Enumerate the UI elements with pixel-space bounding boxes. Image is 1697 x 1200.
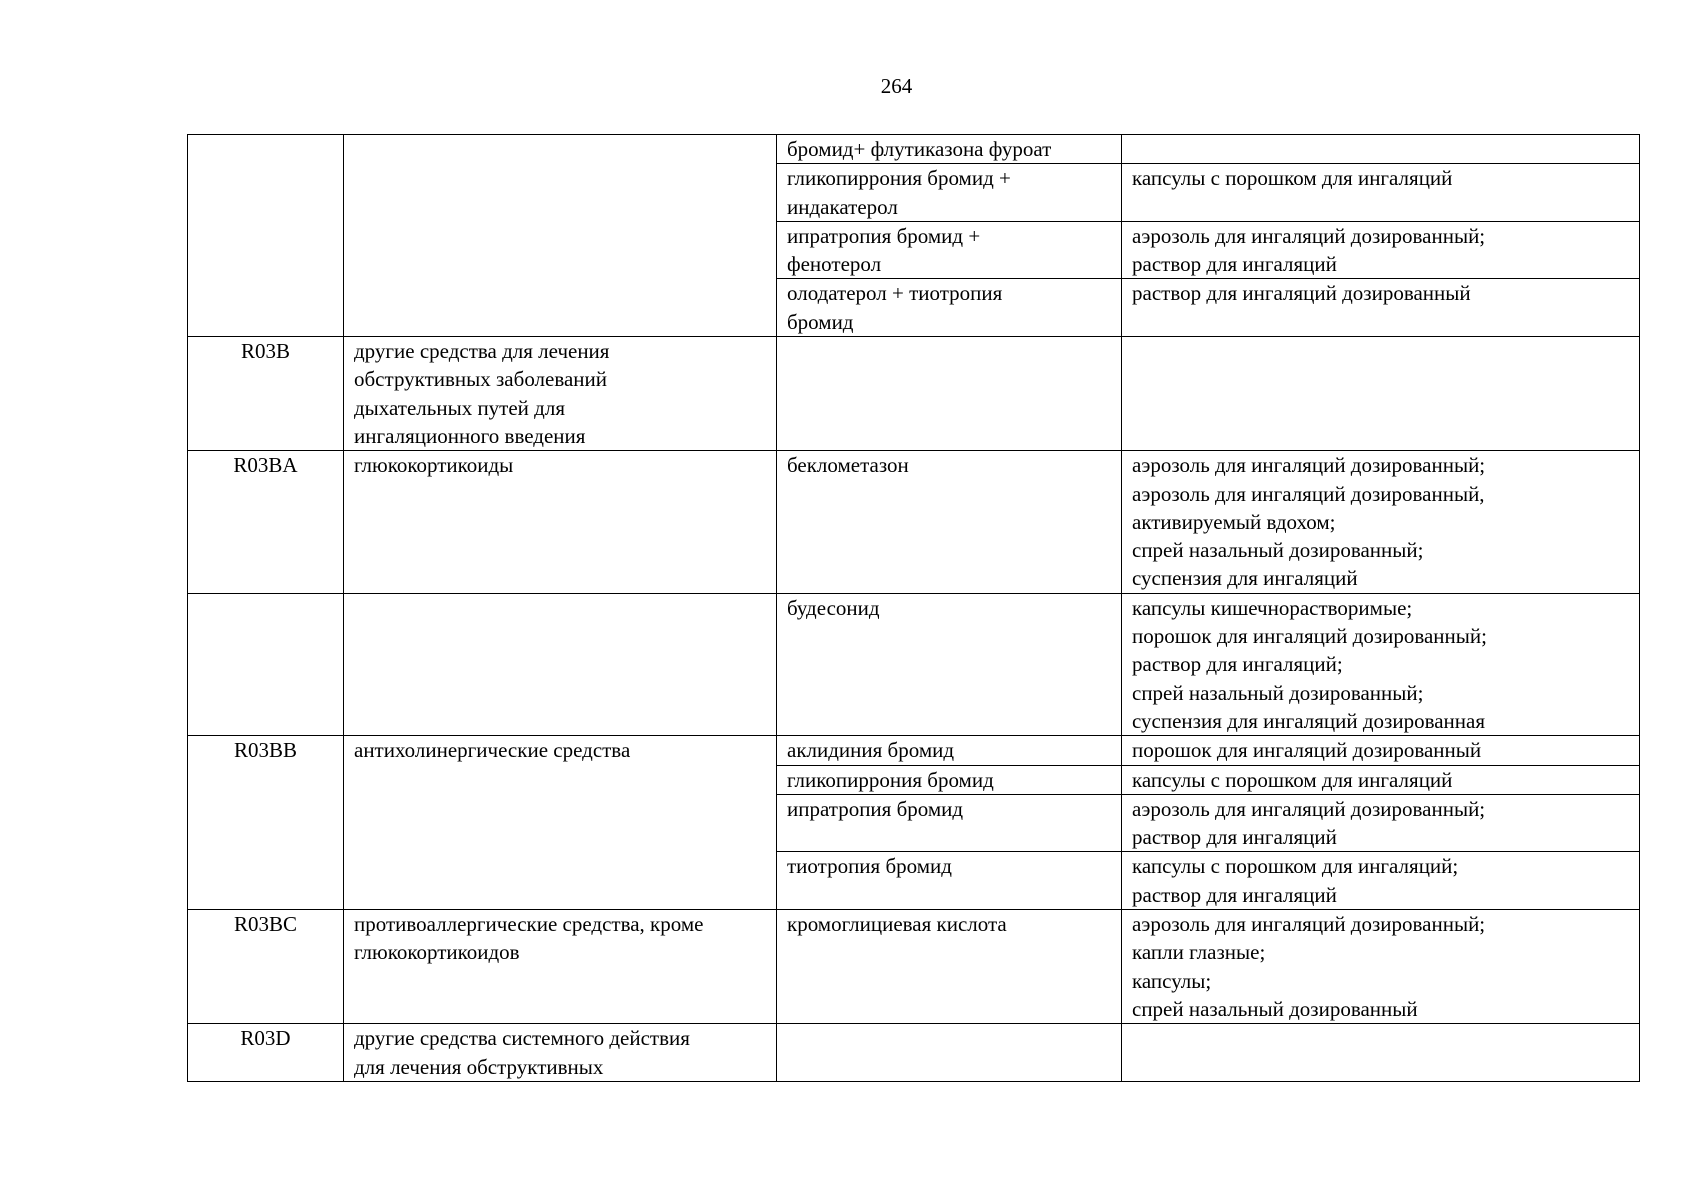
form-cell: капсулы с порошком для ингаляций — [1122, 164, 1640, 222]
drug-cell: тиотропия бромид — [777, 852, 1122, 910]
page-number: 264 — [880, 74, 913, 98]
drug-cell: бромид+ флутиказона фуроат — [777, 135, 1122, 164]
atc-code-cell — [188, 593, 344, 735]
form-cell: аэрозоль для ингаляций дозированный; раствор для ингаляций — [1122, 794, 1640, 852]
group-cell: другие средства для лечения обструктивных заболеваний дыхательных путей для ингаляционного введения — [344, 337, 777, 451]
form-cell: капсулы с порошком для ингаляций; раствор для ингаляций — [1122, 852, 1640, 910]
form-cell: аэрозоль для ингаляций дозированный; аэрозоль для ингаляций дозированный, активируемый вдохом; спрей назальный дозированный; суспензия для ингаляций — [1122, 451, 1640, 593]
form-cell: капсулы кишечнорастворимые; порошок для ингаляций дозированный; раствор для ингаляций; спрей назальный дозированный; суспензия для ингаляций дозированная — [1122, 593, 1640, 735]
drug-cell: ипратропия бромид + фенотерол — [777, 221, 1122, 279]
table-row — [188, 451, 1640, 593]
form-cell: аэрозоль для ингаляций дозированный; капли глазные; капсулы; спрей назальный дозированный — [1122, 910, 1640, 1024]
drug-cell — [777, 337, 1122, 451]
form-cell: капсулы с порошком для ингаляций — [1122, 765, 1640, 794]
atc-code-cell: R03BB — [188, 736, 344, 910]
form-cell — [1122, 135, 1640, 164]
table-row — [188, 135, 1640, 164]
form-cell — [1122, 337, 1640, 451]
form-cell — [1122, 1024, 1640, 1082]
drug-cell: будесонид — [777, 593, 1122, 735]
drug-cell: олодатерол + тиотропия бромид — [777, 279, 1122, 337]
atc-code-cell: R03BC — [188, 910, 344, 1024]
atc-code-cell — [188, 135, 344, 337]
drug-cell: аклидиния бромид — [777, 736, 1122, 765]
atc-code-cell: R03B — [188, 337, 344, 451]
atc-code-cell: R03BA — [188, 451, 344, 593]
drug-cell: кромоглициевая кислота — [777, 910, 1122, 1024]
form-cell: порошок для ингаляций дозированный — [1122, 736, 1640, 765]
form-cell: раствор для ингаляций дозированный — [1122, 279, 1640, 337]
table-row — [188, 736, 1640, 765]
group-cell: антихолинергические средства — [344, 736, 777, 910]
drug-cell: беклометазон — [777, 451, 1122, 593]
drug-cell: гликопиррония бромид + индакатерол — [777, 164, 1122, 222]
form-cell: аэрозоль для ингаляций дозированный; раствор для ингаляций — [1122, 221, 1640, 279]
group-cell: противоаллергические средства, кроме глюкокортикоидов — [344, 910, 777, 1024]
group-cell — [344, 135, 777, 337]
drug-cell — [777, 1024, 1122, 1082]
atc-code-cell: R03D — [188, 1024, 344, 1082]
group-cell — [344, 593, 777, 735]
table-row — [188, 337, 1640, 451]
table-row — [188, 593, 1640, 735]
drug-table — [187, 134, 1640, 1082]
group-cell: другие средства системного действия для лечения обструктивных — [344, 1024, 777, 1082]
drug-cell: гликопиррония бромид — [777, 765, 1122, 794]
table-row — [188, 910, 1640, 1024]
table-row — [188, 1024, 1640, 1082]
group-cell: глюкокортикоиды — [344, 451, 777, 593]
drug-cell: ипратропия бромид — [777, 794, 1122, 852]
